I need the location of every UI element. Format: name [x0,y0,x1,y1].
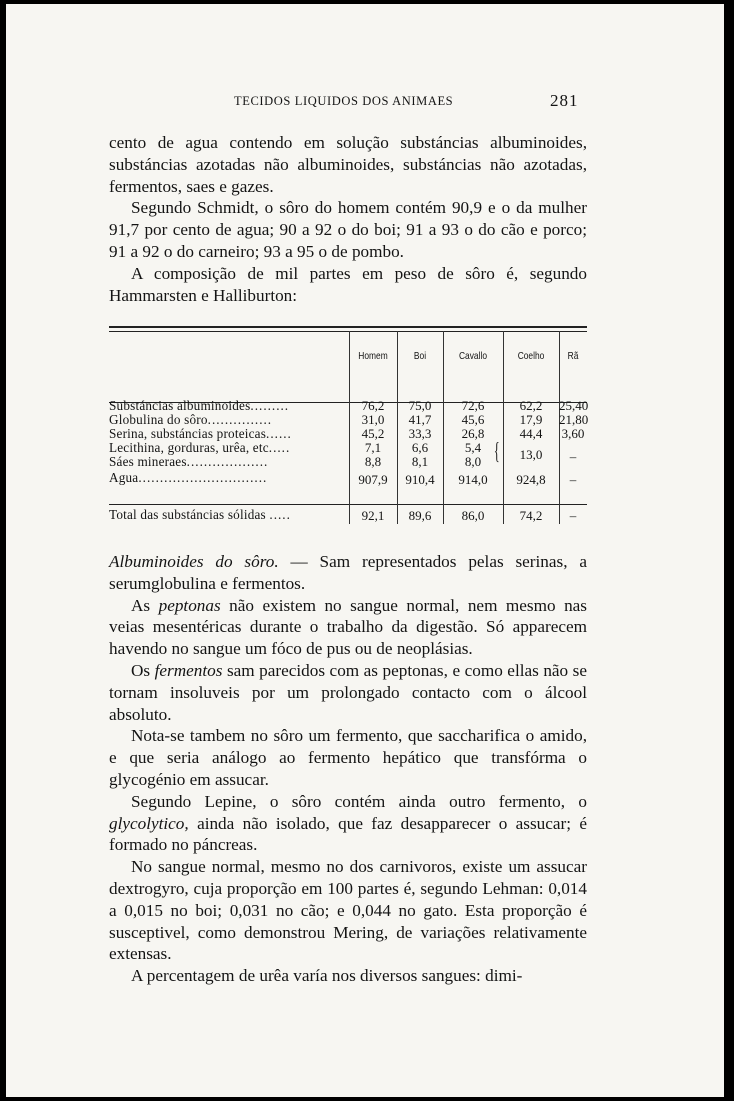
table-cell: 6,6 [411,440,429,455]
page-number: 281 [550,91,579,110]
table-cell: 26,8 [461,426,485,441]
table-row-label: Sáes mineraes................... [109,454,269,469]
column-header: Cavallo [458,350,488,362]
table-cell: 45,2 [361,426,385,441]
table-cell: 45,6 [461,412,485,427]
table-row-label: Serina, substáncias proteicas...... [109,426,292,441]
table-row-label: Substáncias albuminoides......... [109,398,290,413]
brace-glyph: { [493,439,500,465]
paragraph: No sangue normal, mesmo no dos carnivoros, existe um assucar dextrogyro, cuja proporção em 100 partes é, segundo Lehman: 0,014 a 0,015 no boi; 0,031 no cão; e 0,044 no gato. Esta proporção é susceptivel, como demonstrou Mering, de variações relativamente extensas. [109,857,587,964]
column-header: Coelho [517,350,545,362]
table-cell: 76,2 [361,398,385,413]
paragraph: As peptonas não existem no sangue normal, nem mesmo nas veias mesentéricas durante o trabalho da digestão. Só apparecem havendo no sangue um fóco de pus ou de neoplásias. [109,595,587,659]
table-cell: 75,0 [408,398,432,413]
table-row-label: Agua.............................. [109,470,268,485]
total-row-label: Total das substáncias sólidas ..... [109,507,291,522]
table-cell: – [569,449,577,464]
table-cell: 907,9 [358,472,388,487]
table-cell: 31,0 [361,412,385,427]
table-cell: 21,80 [559,412,589,427]
table-cell: 8,0 [464,454,482,469]
table-cell: 72,6 [461,398,485,413]
total-cell: – [569,508,577,523]
paragraph: Segundo Schmidt, o sôro do homem contém 90,9 e o da mulher 91,7 por cento de agua; 90 a 92 o do boi; 91 a 93 o do cão e porco; 91 a 92 o do carneiro; 93 a 95 o de pombo. [109,198,587,261]
total-cell: 92,1 [361,508,385,523]
paragraph: Albuminoides do sôro. — Sam representados pelas serinas, a serumglobulina e fermentos. [109,552,588,593]
total-cell: 86,0 [461,508,485,523]
intro-text [109,132,587,306]
column-header: Boi [413,350,427,362]
table-cell: 8,8 [364,454,382,469]
paragraph: Nota-se tambem no sôro um fermento, que saccharifica o amido, e que seria análogo ao fermento hepático que transfórma o glycogénio em assucar. [109,726,587,789]
serum-composition-table [109,326,587,524]
total-cell: 74,2 [519,508,543,523]
table-cell: 17,9 [519,412,543,427]
paragraph: Os fermentos sam parecidos com as peptonas, e como ellas não se tornam insoluveis por um prolongado contacto com o álcool absoluto. [109,660,587,724]
book-page [6,4,724,1097]
table-cell: 44,4 [519,426,543,441]
table-cell: 3,60 [561,426,585,441]
table-cell: 62,2 [519,398,543,413]
table-cell: 8,1 [411,454,429,469]
paragraph: cento de agua contendo em solução substáncias albuminoides, substáncias azotadas não albuminoides, substáncias não azotadas, fermentos, saes e gazes. [109,133,587,196]
paragraph: A composição de mil partes em peso de sôro é, segundo Hammarsten e Halliburton: [109,263,587,305]
table-cell: 33,3 [408,426,432,441]
table-cell: 7,1 [364,440,382,455]
table-cell: 924,8 [516,472,546,487]
table-top-rule [109,326,587,328]
table-cell: 910,4 [405,472,435,487]
total-cell: 89,6 [408,508,432,523]
table-cell: 25,40 [559,398,589,413]
paragraph: Segundo Lepine, o sôro contém ainda outro fermento, o glycolytico, ainda não isolado, que faz desapparecer o assucar; é formado no páncreas. [109,791,587,855]
table-row-label: Globulina do sôro............... [109,412,273,427]
paragraph: A percentagem de urêa varía nos diversos sangues: dimi- [131,966,523,986]
table-cell: – [569,472,577,487]
body-text [109,551,587,987]
total-rule [109,504,587,505]
table-cell: 5,4 [464,440,482,455]
column-header: Homem [358,350,388,362]
table-cell: 914,0 [458,472,488,487]
running-title: TECIDOS LIQUIDOS DOS ANIMAES [234,94,454,108]
table-row-label: Lecithina, gorduras, urêa, etc..... [109,440,291,455]
table-cell: 41,7 [408,412,432,427]
column-header: Rã [567,350,579,362]
merged-cell: 13,0 [519,447,543,462]
table-top-rule-thin [109,331,587,332]
